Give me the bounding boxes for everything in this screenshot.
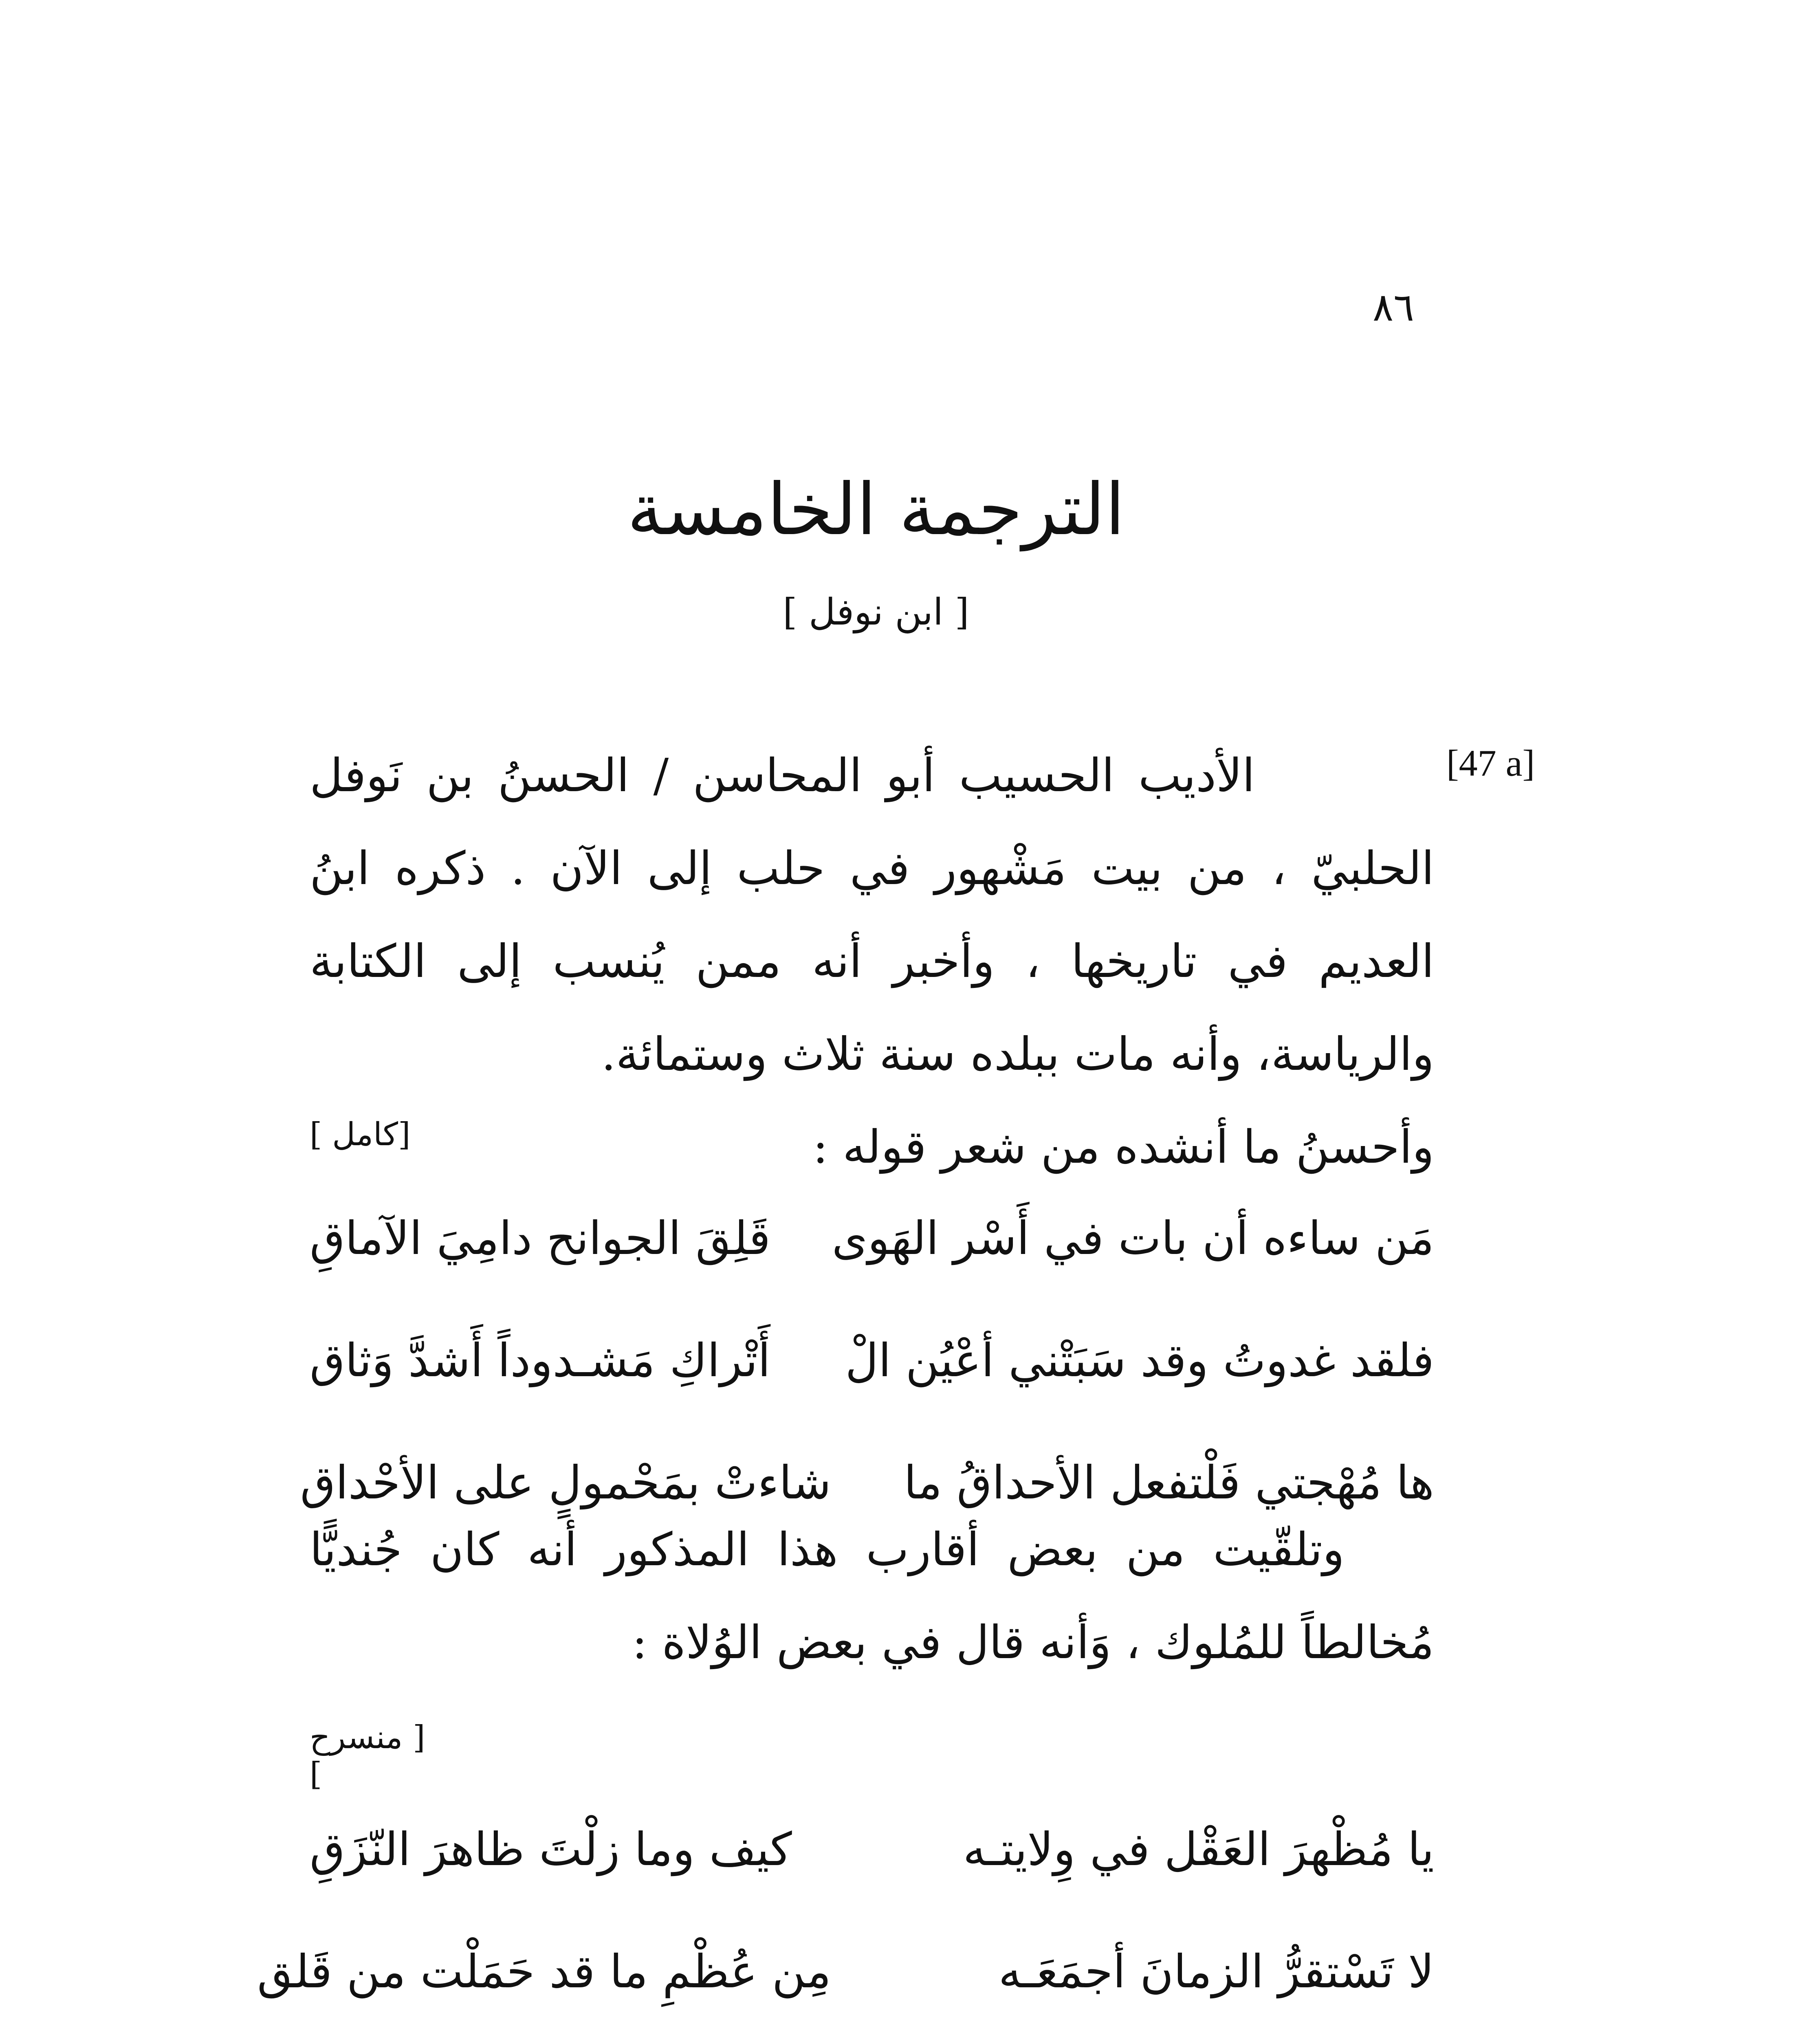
verse-first-hemistich: يا مُظْهرَ العَقْل في وِلايتـه <box>963 1823 1434 1876</box>
chapter-subtitle: [ ابن نوفل ] <box>783 591 969 634</box>
verse-line <box>310 1300 1434 1422</box>
poem-2 <box>257 1788 1434 2037</box>
folio-marker: [47 a] <box>1446 742 1535 784</box>
verse-second-hemistich: كيف وما زلْتَ ظاهرَ النّزَقِ <box>310 1823 792 1876</box>
intro-text <box>310 729 1434 1194</box>
poem-1 <box>300 1177 1434 1544</box>
verse-second-hemistich: شاءتْ بمَحْمولٍ على الأحْداق <box>300 1456 831 1509</box>
intro-paragraph: وأحسنُ ما أنشده من شعر قوله : <box>812 1121 1434 1174</box>
verse-line <box>310 2033 1434 2037</box>
poem-meter-label: [ منسرح ] <box>310 1719 425 1793</box>
intro-paragraph: الأديب الحسيب أبو المحاسن / الحسنُ بن نَوفل الحلبيّ ، من بيت مَشْهور في حلب إلى الآن . ذكره ابنُ العديم في تاريخها ، وأخبر أنه ممن يُنسب إلى الكتابة والرياسة، وأنه مات ببلده سنة ثلاث وستمائة. <box>310 749 1434 1081</box>
middle-text <box>310 1503 1434 1689</box>
verse-second-hemistich: مِن عُظْمِ ما قد حَمَلْت من قَلق <box>257 1945 831 1998</box>
poem-meter-label: [كامل ] <box>310 1116 411 1153</box>
verse-first-hemistich: ها مُهْجتي فَلْتفعل الأحداقُ ما <box>904 1456 1434 1509</box>
page-number: ٨٦ <box>1372 285 1415 330</box>
verse-line <box>310 1177 1434 1300</box>
chapter-title: الترجمة الخامسة <box>627 469 1125 551</box>
verse-line <box>257 1911 1434 2033</box>
verse-first-hemistich: مَن ساءه أن بات في أَسْر الهَوى <box>832 1212 1434 1265</box>
verse-first-hemistich: فلقد غدوتُ وقد سَبَتْني أعْيُن الْ <box>845 1334 1434 1387</box>
verse-first-hemistich: لا تَسْتقرُّ الزمانَ أجمَعَـه <box>998 1945 1434 1998</box>
middle-paragraph: وتلقّيت من بعض أقارب هذا المذكور أنه كان جُنديًّا مُخالطاً للمُلوك ، وَأنه قال في بعض الوُلاة : <box>310 1523 1434 1669</box>
verse-second-hemistich: قَلِقَ الجوانح دامِيَ الآماقِ <box>310 1212 771 1265</box>
verse-line <box>310 1788 1434 1911</box>
verse-second-hemistich: أَتْراكِ مَشـدوداً أَشدَّ وَثاق <box>310 1334 770 1387</box>
